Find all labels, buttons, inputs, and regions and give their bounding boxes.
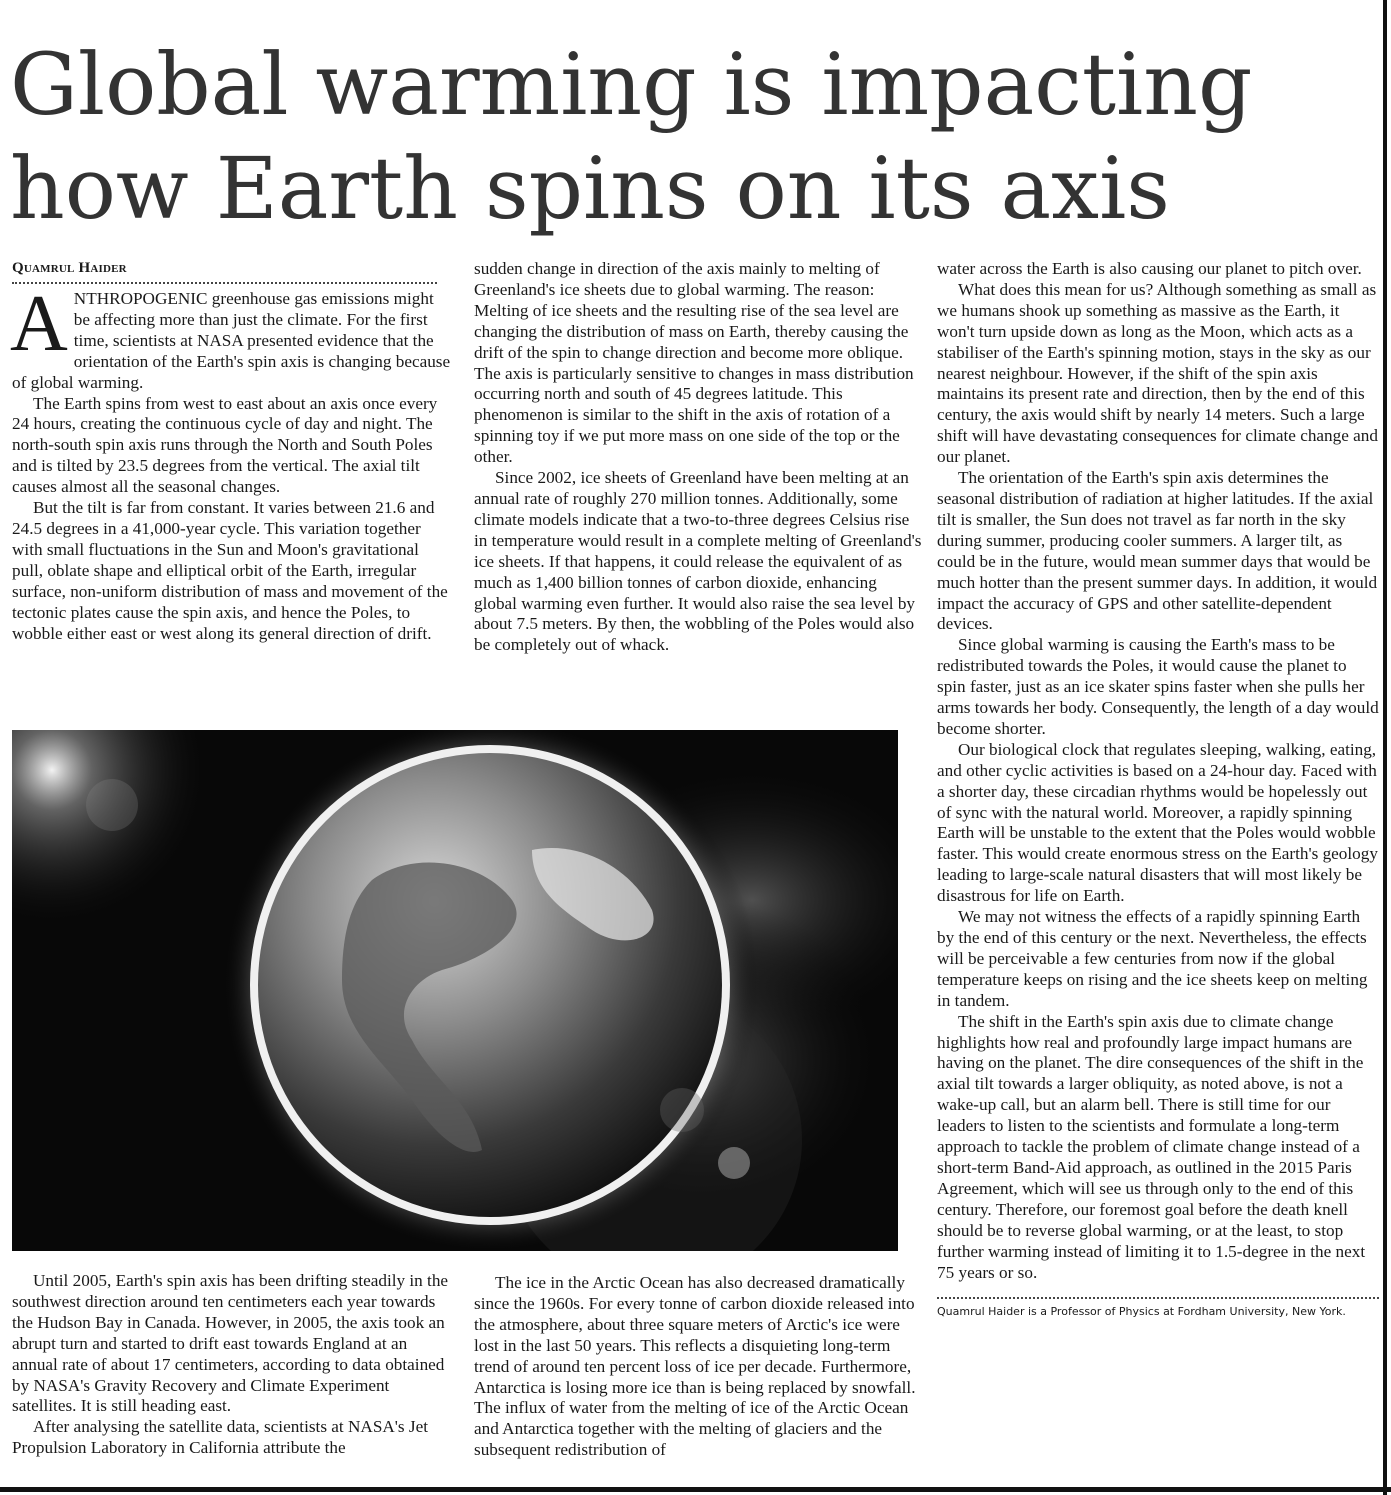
lead-text: NTHROPOGENIC greenhouse gas emissions might be affecting more than just the climate. For the first time, scientists at NASA presented evidence that the orientation of the Earth's spin axis is changing because of global warming. (12, 289, 451, 392)
paragraph: The shift in the Earth's spin axis due to climate change highlights how real and profoundly large impact humans are having on the planet. The dire consequences of the shift in the axial tilt towards a larger obliquity, as noted above, is not a wake-up call, but an alarm bell. There is still time for our leaders to listen to the scientists and formulate a long-term approach to tackle the problem of climate change instead of a short-term Band-Aid approach, as outlined in the 2015 Paris Agreement, which will see us through only to the end of this century. Therefore, our foremost goal before the death knell should be to reverse global warming, or at the least, to stop further warming instead of limiting it to 1.5-degree in the next 75 years or so. (937, 1011, 1366, 1282)
paragraph: After analysing the satellite data, scientists at NASA's Jet Propulsion Laboratory in California attribute the (12, 1417, 428, 1458)
paragraph: Since 2002, ice sheets of Greenland have been melting at an annual rate of roughly 270 million tonnes. Additionally, some climate models indicate that a two-to-three degrees Celsius rise in temperature would result in a complete melting of Greenland's ice sheets. If that happens, it could release the equivalent of as much as 1,400 billion tonnes of carbon dioxide, enhancing global warming even further. It would also raise the sea level by about 7.5 meters. By then, the wobbling of the Poles would also be completely out of whack. (474, 468, 922, 655)
author-note: Quamrul Haider is a Professor of Physics at Fordham University, New York. (937, 1297, 1379, 1318)
paragraph: The Earth spins from west to east about an axis once every 24 hours, creating the continuous cycle of day and night. The north-south spin axis runs through the North and South Poles and is tilted by 23.5 degrees from the vertical. The axial tilt causes almost all the seasonal changes. (12, 393, 438, 497)
earth-photo (12, 730, 898, 1251)
column-1-bottom (12, 1271, 452, 1459)
paragraph: What does this mean for us? Although something as small as we humans shook up something as massive as the Earth, it won't turn upside down as long as the Moon, which acts as a stabiliser of the Earth's spinning motion, stays in the sky as our nearest neighbour. However, if the shift of the spin axis maintains its present rate and direction, then by the end of this century, the axis would shift by nearly 14 meters. Such a large shift will have devastating consequences for climate change and our planet. (937, 279, 1378, 467)
headline-line-1: Global warming is impacting (10, 36, 1253, 135)
earth-illustration (12, 730, 898, 1251)
headline-line-2: how Earth spins on its axis (10, 140, 1170, 239)
paragraph: Our biological clock that regulates sleeping, walking, eating, and other cyclic activities is based on a 24-hour day. Faced with a shorter day, these circadian rhythms would be hopelessly out of sync with the natural world. Moreover, a rapidly spinning Earth will be unstable to the extent that the Poles would wobble faster. This would create enormous stress on the Earth's geology leading to large-scale natural disasters that will most likely be disastrous for life on Earth. (937, 739, 1378, 906)
paragraph: Since global warming is causing the Earth's mass to be redistributed towards the Poles, it would cause the planet to spin faster, just as an ice skater spins faster when she pulls her arms towards her body. Consequently, the length of a day would become shorter. (937, 635, 1379, 738)
column-1 (12, 259, 452, 644)
paragraph: We may not witness the effects of a rapidly spinning Earth by the end of this century or the next. Nevertheless, the effects will be perceivable a few centuries from now if the global temperature keeps on rising and the ice sheets keep on melting in tandem. (937, 907, 1368, 1010)
drop-cap: A (10, 280, 68, 368)
paragraph: The orientation of the Earth's spin axis determines the seasonal distribution of radiation at higher latitudes. If the axial tilt is smaller, the Sun does not travel as far north in the sky during summer, producing cooler summers. A larger tilt, as could be in the future, would mean summer days that would be much hotter than the present summer days. In addition, it would impact the accuracy of GPS and other satellite-dependent devices. (937, 468, 1378, 634)
column-2 (474, 259, 924, 656)
byline: Quamrul Haider (12, 259, 437, 284)
page-border-bottom (0, 1487, 1391, 1492)
paragraph-continued: water across the Earth is also causing our planet to pitch over. (937, 259, 1362, 278)
paragraph: The ice in the Arctic Ocean has also decreased dramatically since the 1960s. For every tonne of carbon dioxide released into the atmosphere, about three square meters of Arctic's ice were lost in the last 50 years. This reflects a disquieting long-term trend of around ten percent loss of ice per decade. Furthermore, Antarctica is losing more ice than is being replaced by snowfall. The influx of water from the melting of ice of the Arctic Ocean and Antarctica together with the melting of glaciers and the subsequent redistribution of (474, 1273, 916, 1460)
column-3 (937, 259, 1379, 1318)
lead-paragraph (10, 280, 452, 394)
paragraph: Until 2005, Earth's spin axis has been drifting steadily in the southwest direction around ten centimeters each year towards the Hudson Bay in Canada. However, in 2005, the axis took an abrupt turn and started to drift east towards England at an annual rate of about 17 centimeters, according to data obtained by NASA's Gravity Recovery and Climate Experiment satellites. It is still heading east. (12, 1271, 449, 1416)
paragraph: But the tilt is far from constant. It varies between 21.6 and 24.5 degrees in a 41,000-year cycle. This variation together with small fluctuations in the Sun and Moon's gravitational pull, oblate shape and elliptical orbit of the Earth, irregular surface, non-uniform distribution of mass and movement of the tectonic plates cause the spin axis, and hence the Poles, to wobble either east or west along its general direction of drift. (12, 498, 448, 643)
headline (10, 34, 1380, 242)
paragraph-continued: sudden change in direction of the axis mainly to melting of Greenland's ice sheets due to global warming. The reason: Melting of ice sheets and the resulting rise of the sea level are changing the distribution of mass on Earth, thereby causing the drift of the spin to change direction and become more oblique. The axis is particularly sensitive to changes in mass distribution occurring north and south of 45 degrees latitude. This phenomenon is similar to the shift in the axis of rotation of a spinning toy if we put more mass on one side of the top or the other. (474, 259, 914, 467)
column-2-bottom (474, 1273, 924, 1461)
page-border-right (1383, 0, 1387, 1495)
